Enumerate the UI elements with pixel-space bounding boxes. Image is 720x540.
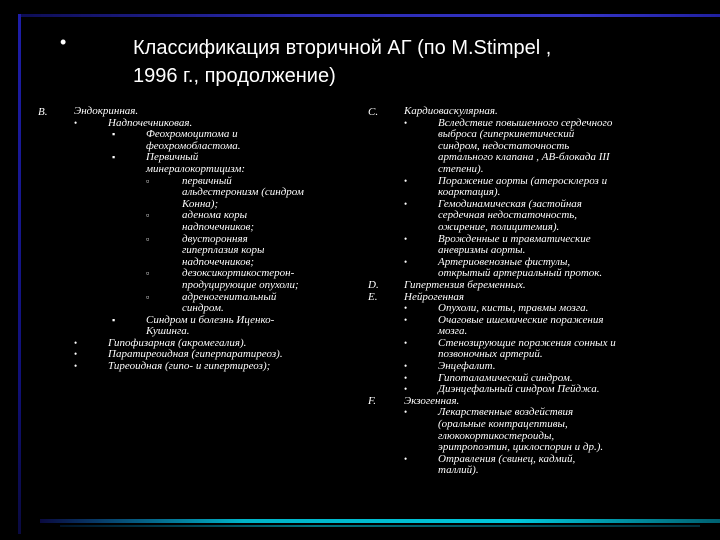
title-line-2: 1996 г., продолжение): [133, 65, 336, 87]
list-line-text: Синдром и болезнь Иценко-: [146, 313, 275, 326]
bullet-icon: •: [404, 117, 408, 128]
list-line-text: эритропоэтин, циклоспорин и др.).: [438, 441, 604, 454]
list-line-text: Энцефалит.: [438, 360, 496, 373]
list-line-text: Тиреоидная (гипо- и гипертиреоз);: [108, 360, 271, 373]
list-line-text: Первичный: [146, 151, 199, 164]
list-line-text: Конна);: [182, 197, 219, 210]
list-line-text: Врожденные и травматические: [438, 232, 591, 245]
bullet-icon: •: [404, 372, 408, 383]
list-line-text: Вследствие повышенного сердечного: [438, 116, 613, 129]
left-rule: [18, 14, 21, 534]
bullet-icon: •: [74, 349, 78, 360]
list-line-text: Кушинга.: [146, 325, 190, 338]
list-line-text: Экзогенная.: [404, 394, 460, 407]
square-bullet-icon: ▪: [112, 152, 116, 163]
bottom-rule: [40, 519, 720, 523]
list-line-text: Нейрогенная: [404, 290, 465, 303]
list-line: [404, 454, 616, 466]
left-column: [74, 106, 304, 373]
list-line-text: феохромобластома.: [146, 139, 241, 152]
list-line-text: надпочечников;: [182, 255, 255, 268]
hollow-square-bullet-icon: ▫: [146, 210, 150, 221]
list-line-text: первичный: [182, 174, 232, 187]
list-line: [404, 349, 616, 361]
list-line-text: мозга.: [438, 325, 468, 338]
slide-title: [133, 34, 693, 90]
bullet-icon: •: [74, 361, 78, 372]
list-line-text: Очаговые ишемические поражения: [438, 313, 604, 326]
section-letter-b: B.: [38, 106, 48, 118]
bullet-icon: •: [404, 407, 408, 418]
list-line-text: альдестеронизм (синдром: [182, 186, 304, 199]
bullet-icon: •: [404, 256, 408, 267]
list-line-text: дезоксикортикостерон-: [182, 267, 295, 280]
list-line-text: артального клапана , АВ-блокада III: [438, 151, 610, 164]
list-line-text: коарктация).: [438, 186, 501, 199]
hollow-square-bullet-icon: ▫: [146, 291, 150, 302]
hollow-square-bullet-icon: ▫: [146, 268, 150, 279]
list-line-text: Диэнцефальный синдром Пейджа.: [438, 383, 600, 396]
section-letter-c: C.: [368, 106, 379, 118]
list-line-text: степени).: [438, 162, 484, 175]
list-line-text: Кардиоваскулярная.: [404, 105, 498, 117]
list-line-text: двусторонняя: [182, 232, 248, 245]
list-line: [404, 315, 616, 327]
bullet-icon: •: [404, 337, 408, 348]
list-line-text: адреногенитальный: [182, 290, 277, 303]
list-line: [404, 465, 616, 477]
list-line: [404, 152, 616, 164]
list-line-text: Стенозирующие поражения сонных и: [438, 336, 616, 349]
list-line: [74, 361, 304, 373]
list-line-text: минералокортицизм:: [146, 162, 246, 175]
list-line-text: Артериовенозные фистулы,: [438, 255, 571, 268]
list-line-text: Гемодинамическая (застойная: [438, 197, 582, 210]
title-bullet: •: [60, 32, 67, 52]
list-line: [404, 176, 616, 188]
list-line-text: Поражение аорты (атеросклероз и: [438, 174, 608, 187]
section-letter-e: E.: [368, 291, 378, 303]
bullet-icon: •: [404, 361, 408, 372]
list-line-text: синдром.: [182, 302, 224, 315]
list-line-text: надпочечников;: [182, 220, 255, 233]
bullet-icon: •: [404, 303, 408, 314]
bullet-icon: •: [404, 384, 408, 395]
section-letter-f: F.: [368, 395, 377, 407]
list-line-text: позвоночных артерий.: [438, 348, 543, 361]
bottom-rule-secondary: [60, 525, 700, 527]
list-line-text: открытый артериальный проток.: [438, 267, 603, 280]
list-line-text: Паратиреоидная (гиперпаратиреоз).: [108, 348, 283, 361]
list-line-text: аневризмы аорты.: [438, 244, 526, 257]
list-line-text: Феохромоцитома и: [146, 128, 238, 141]
bullet-icon: •: [74, 337, 78, 348]
list-line-text: продуцирующие опухоли;: [182, 278, 299, 291]
bullet-icon: •: [404, 233, 408, 244]
list-line-text: выброса (гиперкинетический: [438, 128, 575, 141]
list-line-text: Опухоли, кисты, травмы мозга.: [438, 302, 589, 315]
list-line-text: ожирение, полицитемия).: [438, 220, 560, 233]
hollow-square-bullet-icon: ▫: [146, 175, 150, 186]
bullet-icon: •: [404, 175, 408, 186]
list-line-text: Гипертензия беременных.: [404, 278, 526, 291]
square-bullet-icon: ▪: [112, 129, 116, 140]
list-line-text: синдром, недостаточность: [438, 139, 570, 152]
bullet-icon: •: [74, 117, 78, 128]
bullet-icon: •: [404, 314, 408, 325]
list-line-text: гиперплазия коры: [182, 244, 265, 257]
list-line-text: Надпочечниковая.: [108, 116, 193, 129]
list-line-text: Отравления (свинец, кадмий,: [438, 452, 576, 465]
square-bullet-icon: ▪: [112, 314, 116, 325]
list-line-text: Лекарственные воздействия: [438, 406, 574, 419]
title-line-1: Классификация вторичной АГ (по M.Stimpel ,: [133, 37, 552, 59]
list-line-text: таллий).: [438, 464, 479, 477]
bullet-icon: •: [404, 453, 408, 464]
list-line-text: Гипофизарная (акромегалия).: [108, 336, 247, 349]
list-line-text: (оральные контрацептивы,: [438, 418, 568, 431]
list-line-text: аденома коры: [182, 209, 248, 222]
list-line-text: Гипоталамический синдром.: [438, 371, 573, 384]
right-column: [404, 106, 616, 477]
bullet-icon: •: [404, 198, 408, 209]
list-line-text: Эндокринная.: [74, 105, 139, 117]
top-rule: [18, 14, 720, 17]
list-line-text: глюкокортикостероиды,: [438, 429, 555, 442]
list-line-text: сердечная недостаточность,: [438, 209, 578, 222]
hollow-square-bullet-icon: ▫: [146, 233, 150, 244]
section-letter-d: D.: [368, 279, 379, 291]
